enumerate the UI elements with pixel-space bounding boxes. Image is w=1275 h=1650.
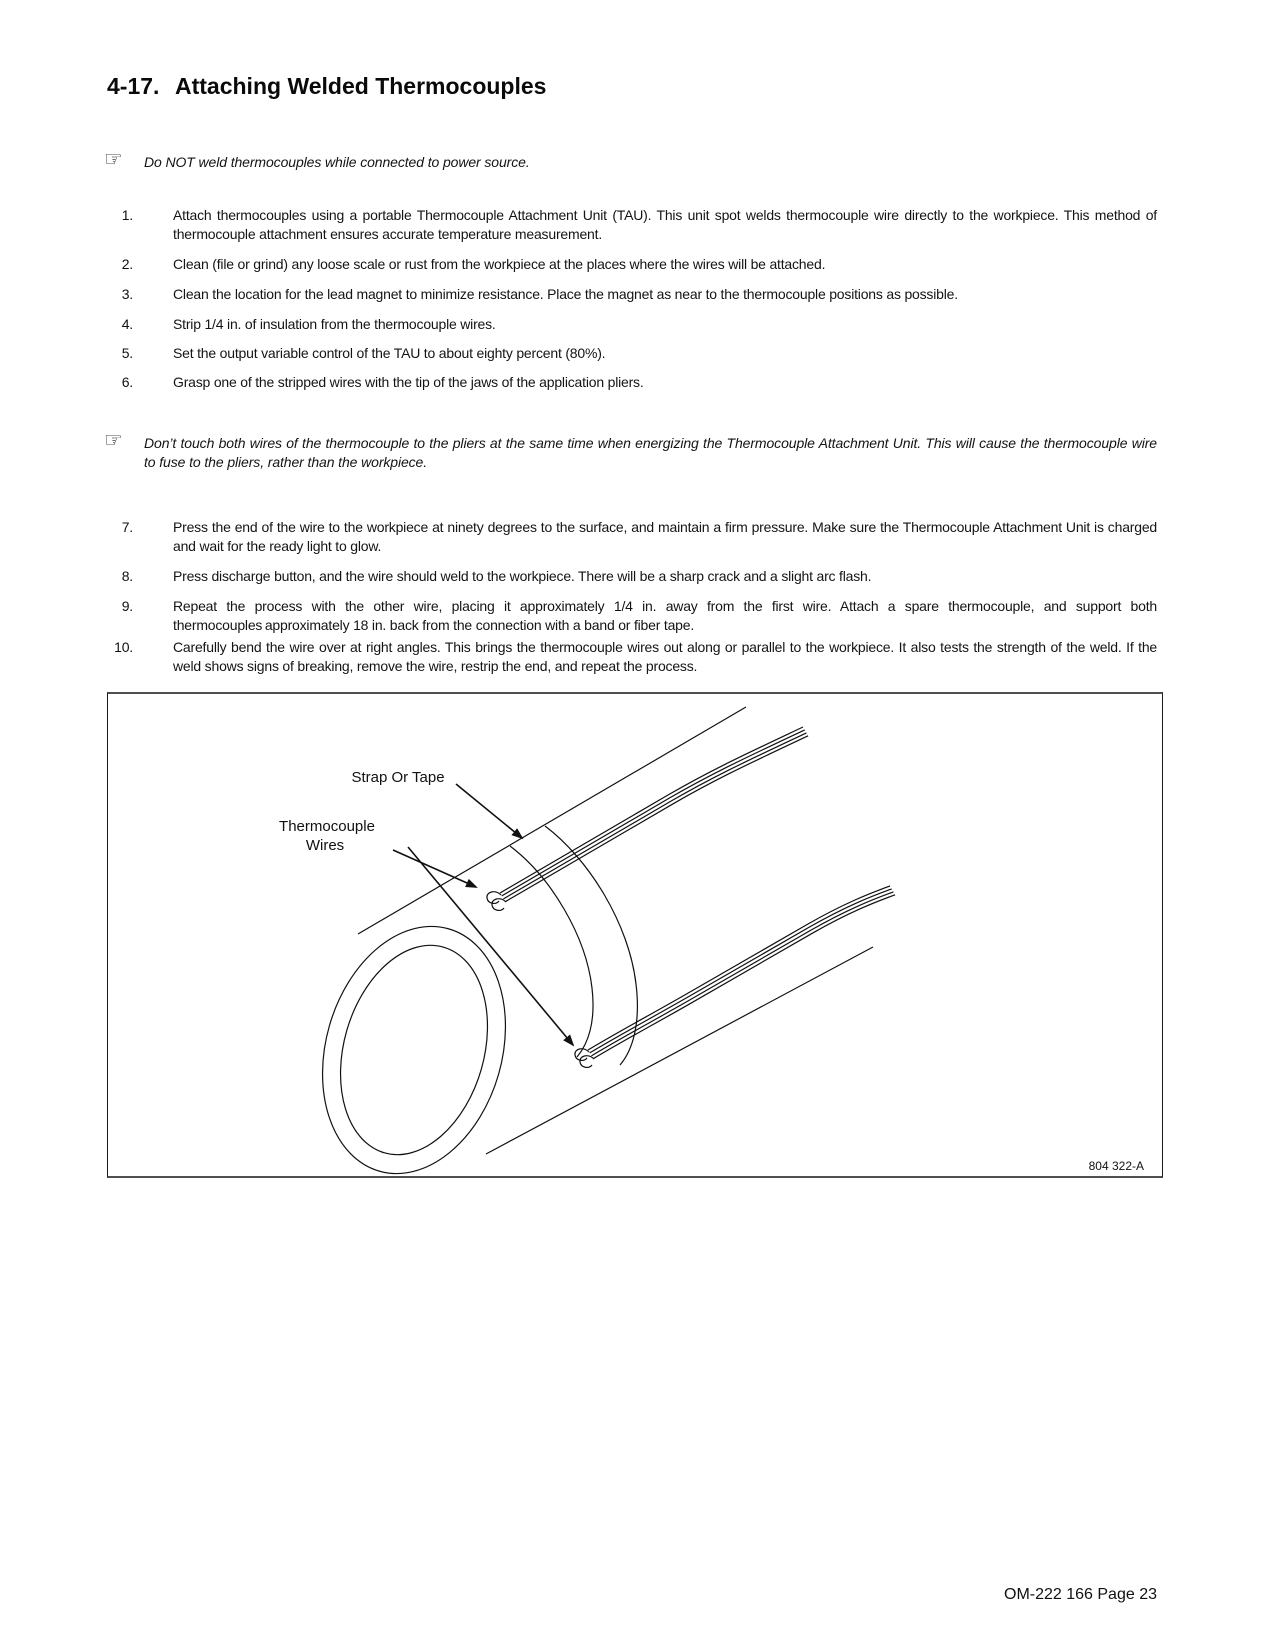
callout-arrows	[393, 784, 573, 1045]
step-text: Repeat the process with the other wire, placing it approximately 1/4 in. away from the first wire. Attach a spare thermocouple, and support both thermocouples approximately 18 in. back from the connection with a band or fiber tape.	[173, 598, 1157, 633]
note-text: Don’t touch both wires of the thermocouple to the pliers at the same time when energizing the Thermocouple Attachment Unit. This will cause the thermocouple wire to fuse to the pliers, rather than the workpiece.	[144, 435, 1157, 470]
step-row	[107, 638, 1157, 676]
note-text: Do NOT weld thermocouples while connected to power source.	[144, 154, 530, 170]
step-row	[107, 567, 1157, 586]
pipe-end-face	[295, 905, 534, 1176]
section-number: 4-17.	[107, 73, 160, 99]
thermocouple-wire-upper	[487, 727, 808, 910]
step-text: Set the output variable control of the TAU to about eighty percent (80%).	[173, 345, 606, 361]
step-row	[107, 315, 1157, 334]
step-text: Attach thermocouples using a portable Thermocouple Attachment Unit (TAU). This unit spot welds thermocouple wire directly to the workpiece. This method of thermocouple attachment ensures accurate temperature measurement.	[173, 207, 1157, 242]
figure-id: 804 322-A	[1088, 1159, 1144, 1173]
strap-arrow	[456, 784, 522, 838]
step-text: Press discharge button, and the wire should weld to the workpiece. There will be a sharp crack and a slight arc flash.	[173, 568, 872, 584]
step-number: 9.	[121, 598, 133, 614]
step-row	[107, 344, 1157, 363]
step-list-2	[107, 518, 1157, 686]
step-number: 8.	[121, 568, 133, 584]
note-power-source	[104, 148, 1157, 172]
strap-label: Strap Or Tape	[351, 769, 445, 786]
step-text: Clean (file or grind) any loose scale or rust from the workpiece at the places where the wires will be attached.	[173, 256, 826, 272]
step-text: Strip 1/4 in. of insulation from the thermocouple wires.	[173, 316, 496, 332]
note-pliers-warning	[104, 429, 1157, 472]
pointing-hand-icon: ☞	[104, 429, 123, 452]
step-text: Press the end of the wire to the workpiece at ninety degrees to the surface, and maintain a firm pressure. Make sure the Thermocouple Attachment Unit is charged and wait for the ready light to glow.	[173, 519, 1157, 554]
wires-label-line2: Wires	[305, 837, 345, 854]
step-row	[107, 255, 1157, 274]
step-row	[107, 597, 1157, 635]
step-row	[107, 518, 1157, 556]
pointing-hand-icon: ☞	[104, 148, 123, 171]
step-number: 1.	[121, 207, 133, 223]
step-number: 5.	[121, 345, 133, 361]
step-row	[107, 373, 1157, 392]
step-row	[107, 285, 1157, 304]
step-text: Carefully bend the wire over at right angles. This brings the thermocouple wires out along or parallel to the workpiece. It also tests the strength of the weld. If the weld shows signs of breaking, remove the wire, restrip the end, and repeat the process.	[173, 639, 1157, 674]
step-list-1	[107, 206, 1157, 402]
step-number: 2.	[121, 256, 133, 272]
figure-box	[107, 692, 1163, 1178]
step-number: 4.	[121, 316, 133, 332]
pipe-illustration	[108, 694, 1161, 1176]
section-title: Attaching Welded Thermocouples	[175, 73, 547, 99]
step-number: 3.	[121, 286, 133, 302]
step-number: 7.	[121, 519, 133, 535]
wires-label-line1: Thermocouple	[279, 818, 375, 835]
step-number: 6.	[121, 374, 133, 390]
wire-hook	[487, 892, 501, 904]
section-heading	[107, 72, 546, 100]
step-number: 10.	[114, 639, 133, 655]
thermocouple-wire-lower	[575, 886, 895, 1067]
step-text: Clean the location for the lead magnet to minimize resistance. Place the magnet as near to the thermocouple positions as possible.	[173, 286, 958, 302]
step-text: Grasp one of the stripped wires with the tip of the jaws of the application pliers.	[173, 374, 644, 390]
step-row	[107, 206, 1157, 244]
wires-arrow-upper	[393, 850, 476, 887]
page-footer: OM-222 166 Page 23	[1004, 1586, 1157, 1603]
